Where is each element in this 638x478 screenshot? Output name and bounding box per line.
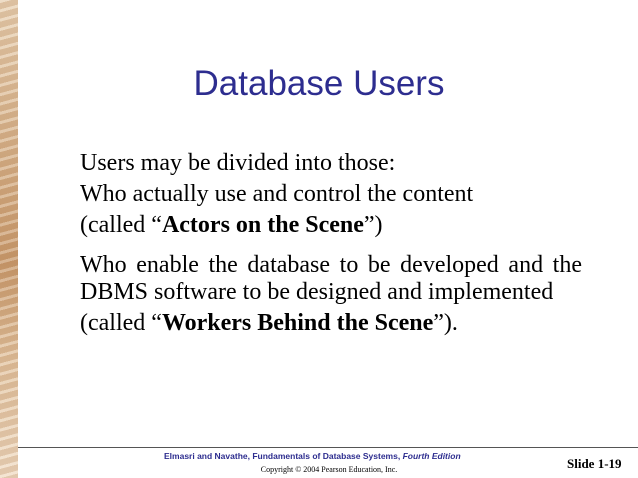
- body-line-5-pre: (called “: [80, 310, 162, 336]
- footer-citation: [164, 451, 461, 461]
- footer-divider: [18, 447, 638, 448]
- slide-body: [80, 150, 582, 350]
- body-line-3-pre: (called “: [80, 212, 162, 238]
- body-line-3: [80, 212, 582, 239]
- body-line-2: Who actually use and control the content: [80, 181, 474, 207]
- body-line-5: [80, 310, 582, 337]
- slide-title: Database Users: [193, 64, 445, 103]
- footer-edition: Fourth Edition: [402, 451, 461, 461]
- footer-copyright: Copyright © 2004 Pearson Education, Inc.: [260, 465, 398, 474]
- footer-text: Elmasri and Navathe, Fundamentals of Database Systems,: [164, 451, 403, 461]
- body-line-4: Who enable the database to be developed and the DBMS software to be designed and implemented: [80, 252, 582, 305]
- body-line-1: Users may be divided into those:: [80, 150, 396, 176]
- actors-on-the-scene: Actors on the Scene: [161, 212, 364, 238]
- body-line-5-post: ”).: [433, 310, 458, 336]
- body-line-3-post: ”): [363, 212, 383, 238]
- slide-number: Slide 1-19: [567, 456, 622, 471]
- workers-behind-the-scene: Workers Behind the Scene: [161, 310, 434, 336]
